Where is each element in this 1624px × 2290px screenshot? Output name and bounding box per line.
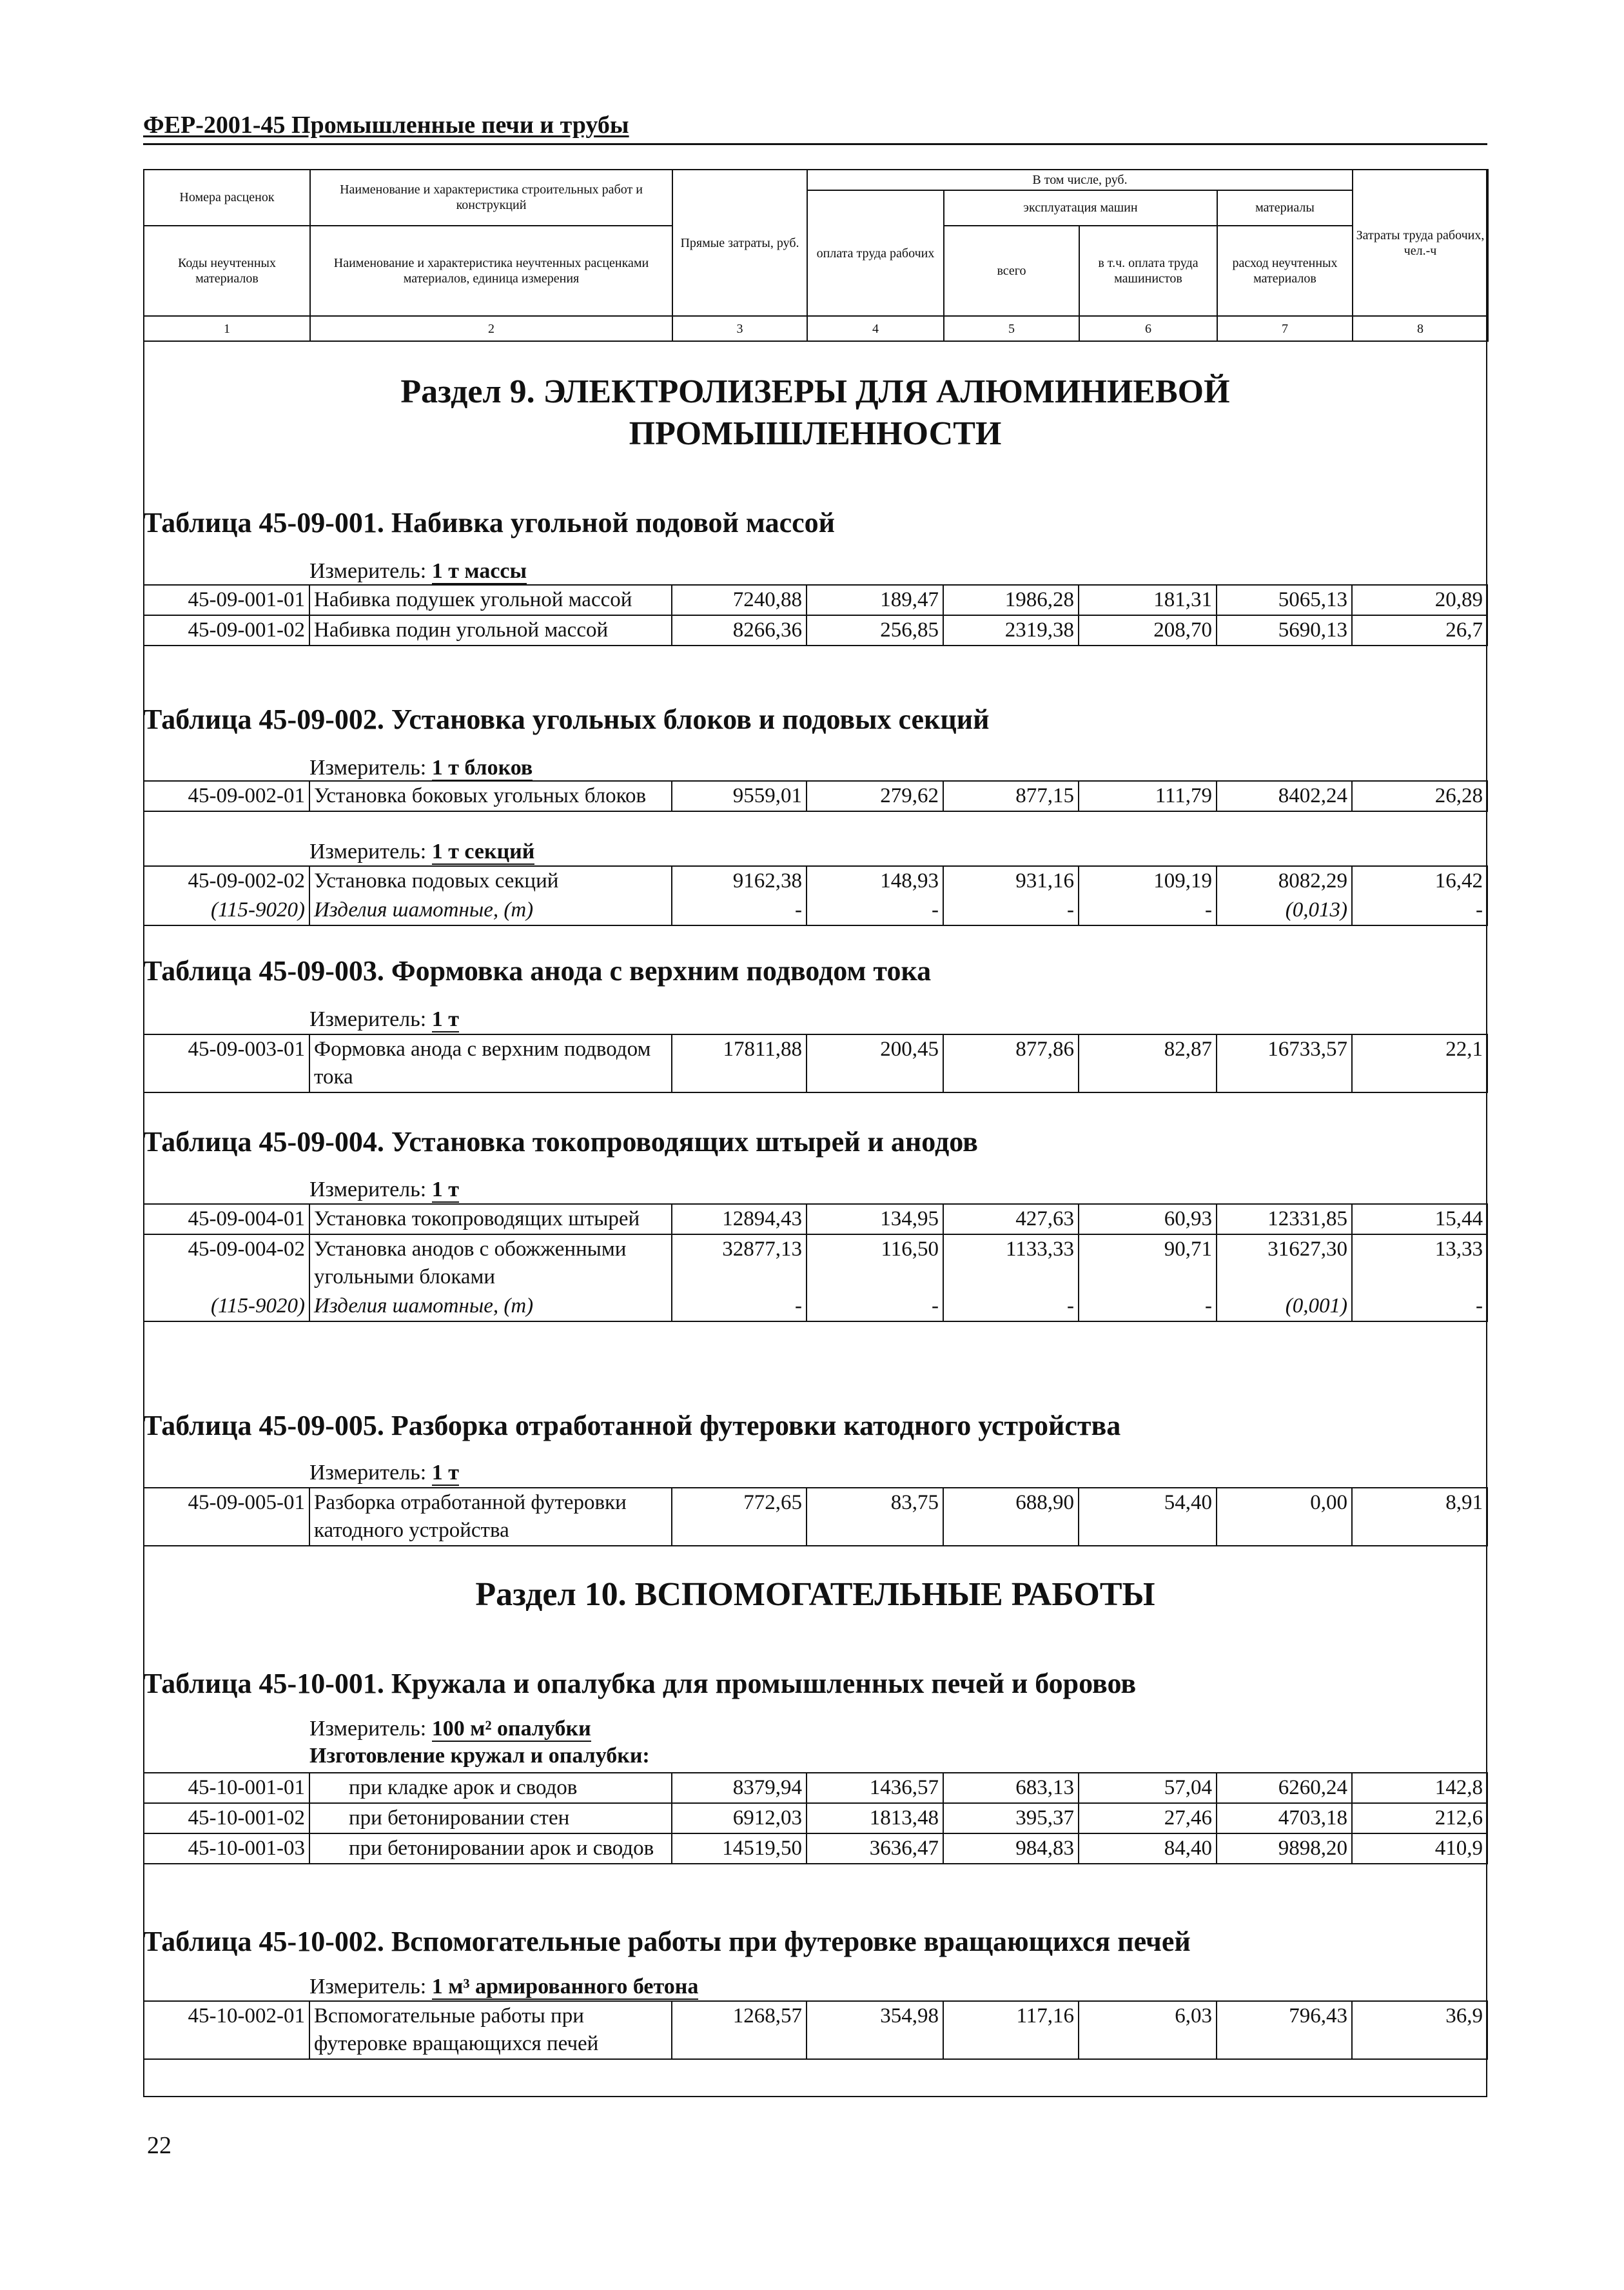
col-number: 1 <box>144 316 310 341</box>
materials: 5690,13 <box>1217 615 1352 646</box>
labor-pay: 134,95 <box>807 1204 943 1234</box>
rates-table <box>143 1487 1488 1546</box>
labor-pay: 200,45 <box>807 1034 943 1092</box>
measure-unit: Измеритель: 1 т <box>309 1461 459 1485</box>
col-machine-total: всего <box>944 226 1079 317</box>
material-code: (115-9020) <box>143 1292 309 1321</box>
machinist-pay: 60,93 <box>1079 1204 1217 1234</box>
rates-table <box>143 780 1488 812</box>
col-machinist-pay: в т.ч. оплата труда машинистов <box>1079 226 1217 317</box>
machinist-pay: 54,40 <box>1079 1488 1217 1546</box>
labor-pay: 189,47 <box>807 585 943 615</box>
rates-table <box>143 1203 1488 1322</box>
work-name: при кладке арок и сводов <box>309 1773 672 1803</box>
col-number: 8 <box>1353 316 1488 341</box>
col-number: 7 <box>1217 316 1353 341</box>
rates-table <box>143 865 1488 926</box>
table-row <box>143 1488 1487 1546</box>
machinist-pay: - <box>1079 1292 1217 1321</box>
labor-costs: 16,42 <box>1352 866 1487 896</box>
work-name: при бетонировании арок и сводов <box>309 1833 672 1864</box>
rate-code: 45-10-001-02 <box>143 1803 309 1833</box>
labor-pay: - <box>807 1292 943 1321</box>
machine-total: 395,37 <box>943 1803 1079 1833</box>
work-name: Набивка подин угольной массой <box>309 615 672 646</box>
table-row <box>143 866 1487 896</box>
col-number: 3 <box>672 316 807 341</box>
direct-costs: 8379,94 <box>672 1773 807 1803</box>
col-material-codes: Коды неучтенных материалов <box>144 226 310 317</box>
subheading: Изготовление кружал и опалубки: <box>309 1744 650 1768</box>
rate-code: 45-10-001-01 <box>143 1773 309 1803</box>
col-material-name: Наименование и характеристика неучтенных расценками материалов, единица измерения <box>310 226 672 317</box>
page-number: 22 <box>147 2132 171 2159</box>
direct-costs: 14519,50 <box>672 1833 807 1864</box>
measure-unit: Измеритель: 1 т массы <box>309 559 527 583</box>
measure-unit: Измеритель: 1 т секций <box>309 840 535 864</box>
machinist-pay: 90,71 <box>1079 1234 1217 1292</box>
col-labor-costs: Затраты труда рабочих, чел.-ч <box>1353 170 1488 316</box>
materials: 8082,29 <box>1217 866 1352 896</box>
materials: 4703,18 <box>1217 1803 1352 1833</box>
labor-costs: 22,1 <box>1352 1034 1487 1092</box>
direct-costs: 9162,38 <box>672 866 807 896</box>
labor-pay: 3636,47 <box>807 1833 943 1864</box>
labor-pay: 354,98 <box>807 2001 943 2059</box>
work-name: Вспомогательные работы при футеровке вращающихся печей <box>309 2001 672 2059</box>
table-title: Таблица 45-09-002. Установка угольных блоков и подовых секций <box>143 704 990 735</box>
labor-pay: 83,75 <box>807 1488 943 1546</box>
table-row <box>143 781 1487 811</box>
material-usage: (0,013) <box>1217 896 1352 925</box>
machinist-pay: - <box>1079 896 1217 925</box>
machinist-pay: 57,04 <box>1079 1773 1217 1803</box>
work-name: Установка анодов с обожженными угольными блоками <box>309 1234 672 1292</box>
rate-code: 45-10-001-03 <box>143 1833 309 1864</box>
direct-costs: 32877,13 <box>672 1234 807 1292</box>
table-title: Таблица 45-10-001. Кружала и опалубка для промышленных печей и боровов <box>143 1668 1137 1699</box>
rate-code: 45-09-001-01 <box>143 585 309 615</box>
work-name: Формовка анода с верхним подводом тока <box>309 1034 672 1092</box>
rate-code: 45-09-001-02 <box>143 615 309 646</box>
col-material-usage: расход неучтенных материалов <box>1217 226 1353 317</box>
rates-table <box>143 1034 1488 1093</box>
materials: 796,43 <box>1217 2001 1352 2059</box>
work-name: при бетонировании стен <box>309 1803 672 1833</box>
machine-total: 688,90 <box>943 1488 1079 1546</box>
direct-costs: 17811,88 <box>672 1034 807 1092</box>
col-number: 4 <box>807 316 944 341</box>
table-row <box>143 1833 1487 1864</box>
machine-total: 984,83 <box>943 1833 1079 1864</box>
document-header: ФЕР-2001-45 Промышленные печи и трубы <box>143 112 629 139</box>
labor-costs: - <box>1352 1292 1487 1321</box>
rate-code: 45-09-002-01 <box>143 781 309 811</box>
machine-total: 1133,33 <box>943 1234 1079 1292</box>
labor-pay: - <box>807 896 943 925</box>
materials: 31627,30 <box>1217 1234 1352 1292</box>
table-row <box>143 1204 1487 1234</box>
measure-unit: Измеритель: 1 т блоков <box>309 756 533 780</box>
labor-costs: - <box>1352 896 1487 925</box>
section-title: Раздел 9. ЭЛЕКТРОЛИЗЕРЫ ДЛЯ АЛЮМИНИЕВОЙ ПРОМЫШЛЕННОСТИ <box>400 373 1230 452</box>
section-title: Раздел 10. ВСПОМОГАТЕЛЬНЫЕ РАБОТЫ <box>475 1576 1155 1613</box>
rates-table <box>143 1772 1488 1864</box>
col-machine-ops: эксплуатация машин <box>944 190 1217 225</box>
labor-costs: 26,28 <box>1352 781 1487 811</box>
direct-costs: 12894,43 <box>672 1204 807 1234</box>
machinist-pay: 6,03 <box>1079 2001 1217 2059</box>
labor-costs: 142,8 <box>1352 1773 1487 1803</box>
direct-costs: 1268,57 <box>672 2001 807 2059</box>
measure-unit: Измеритель: 1 т <box>309 1178 459 1201</box>
machine-total: - <box>943 896 1079 925</box>
material-name: Изделия шамотные, (т) <box>309 896 672 925</box>
labor-costs: 36,9 <box>1352 2001 1487 2059</box>
material-row <box>143 1292 1487 1321</box>
col-materials: материалы <box>1217 190 1353 225</box>
rate-code: 45-09-003-01 <box>143 1034 309 1092</box>
direct-costs: 772,65 <box>672 1488 807 1546</box>
machinist-pay: 27,46 <box>1079 1803 1217 1833</box>
machine-total: - <box>943 1292 1079 1321</box>
table-row <box>143 615 1487 646</box>
table-title: Таблица 45-09-005. Разборка отработанной футеровки катодного устройства <box>143 1410 1121 1441</box>
table-title: Таблица 45-09-003. Формовка анода с верхним подводом тока <box>143 955 932 987</box>
table-row <box>143 1034 1487 1092</box>
work-name: Установка токопроводящих штырей <box>309 1204 672 1234</box>
table-row <box>143 1803 1487 1833</box>
rate-code: 45-09-004-02 <box>143 1234 309 1292</box>
measure-unit: Измеритель: 1 т <box>309 1007 459 1031</box>
table-row <box>143 2001 1487 2059</box>
machinist-pay: 111,79 <box>1079 781 1217 811</box>
material-row <box>143 896 1487 925</box>
machine-total: 931,16 <box>943 866 1079 896</box>
labor-costs: 15,44 <box>1352 1204 1487 1234</box>
labor-pay: 116,50 <box>807 1234 943 1292</box>
work-name: Установка подовых секций <box>309 866 672 896</box>
col-number: 5 <box>944 316 1079 341</box>
machine-total: 2319,38 <box>943 615 1079 646</box>
materials: 8402,24 <box>1217 781 1352 811</box>
column-header-table <box>143 169 1489 342</box>
material-usage: (0,001) <box>1217 1292 1352 1321</box>
labor-pay: 148,93 <box>807 866 943 896</box>
labor-pay: 1813,48 <box>807 1803 943 1833</box>
col-including: В том числе, руб. <box>807 170 1353 190</box>
labor-costs: 410,9 <box>1352 1833 1487 1864</box>
direct-costs: - <box>672 896 807 925</box>
material-code: (115-9020) <box>143 896 309 925</box>
labor-costs: 26,7 <box>1352 615 1487 646</box>
machine-total: 877,86 <box>943 1034 1079 1092</box>
machinist-pay: 82,87 <box>1079 1034 1217 1092</box>
machine-total: 683,13 <box>943 1773 1079 1803</box>
machinist-pay: 109,19 <box>1079 866 1217 896</box>
table-title: Таблица 45-09-001. Набивка угольной подовой массой <box>143 507 835 538</box>
rates-table <box>143 2000 1488 2060</box>
machine-total: 1986,28 <box>943 585 1079 615</box>
materials: 9898,20 <box>1217 1833 1352 1864</box>
col-rate-number: Номера расценок <box>144 170 310 226</box>
machinist-pay: 181,31 <box>1079 585 1217 615</box>
work-name: Установка боковых угольных блоков <box>309 781 672 811</box>
machinist-pay: 208,70 <box>1079 615 1217 646</box>
labor-pay: 279,62 <box>807 781 943 811</box>
materials: 12331,85 <box>1217 1204 1352 1234</box>
table-row <box>143 1773 1487 1803</box>
labor-costs: 212,6 <box>1352 1803 1487 1833</box>
rate-code: 45-09-002-02 <box>143 866 309 896</box>
direct-costs: 9559,01 <box>672 781 807 811</box>
table-title: Таблица 45-09-004. Установка токопроводящих штырей и анодов <box>143 1126 978 1158</box>
direct-costs: 7240,88 <box>672 585 807 615</box>
work-name: Разборка отработанной футеровки катодного устройства <box>309 1488 672 1546</box>
machine-total: 877,15 <box>943 781 1079 811</box>
col-work-name: Наименование и характеристика строительных работ и конструкций <box>310 170 672 226</box>
labor-costs: 20,89 <box>1352 585 1487 615</box>
work-name: Набивка подушек угольной массой <box>309 585 672 615</box>
rate-code: 45-09-004-01 <box>143 1204 309 1234</box>
labor-costs: 8,91 <box>1352 1488 1487 1546</box>
machine-total: 117,16 <box>943 2001 1079 2059</box>
measure-unit: Измеритель: 100 м² опалубки <box>309 1717 591 1741</box>
rate-code: 45-10-002-01 <box>143 2001 309 2059</box>
materials: 5065,13 <box>1217 585 1352 615</box>
rate-code: 45-09-005-01 <box>143 1488 309 1546</box>
material-name: Изделия шамотные, (т) <box>309 1292 672 1321</box>
labor-pay: 256,85 <box>807 615 943 646</box>
labor-pay: 1436,57 <box>807 1773 943 1803</box>
labor-costs: 13,33 <box>1352 1234 1487 1292</box>
direct-costs: - <box>672 1292 807 1321</box>
measure-unit: Измеритель: 1 м³ армированного бетона <box>309 1975 699 1999</box>
materials: 0,00 <box>1217 1488 1352 1546</box>
col-direct-costs: Прямые затраты, руб. <box>672 170 807 316</box>
header-rule <box>143 143 1487 145</box>
direct-costs: 8266,36 <box>672 615 807 646</box>
rates-table <box>143 584 1488 646</box>
materials: 6260,24 <box>1217 1773 1352 1803</box>
machine-total: 427,63 <box>943 1204 1079 1234</box>
materials: 16733,57 <box>1217 1034 1352 1092</box>
col-number: 2 <box>310 316 672 341</box>
direct-costs: 6912,03 <box>672 1803 807 1833</box>
col-number: 6 <box>1079 316 1217 341</box>
table-row <box>143 1234 1487 1292</box>
table-row <box>143 585 1487 615</box>
table-title: Таблица 45-10-002. Вспомогательные работы при футеровке вращающихся печей <box>143 1926 1191 1957</box>
machinist-pay: 84,40 <box>1079 1833 1217 1864</box>
col-labor-pay: оплата труда рабочих <box>807 190 944 316</box>
